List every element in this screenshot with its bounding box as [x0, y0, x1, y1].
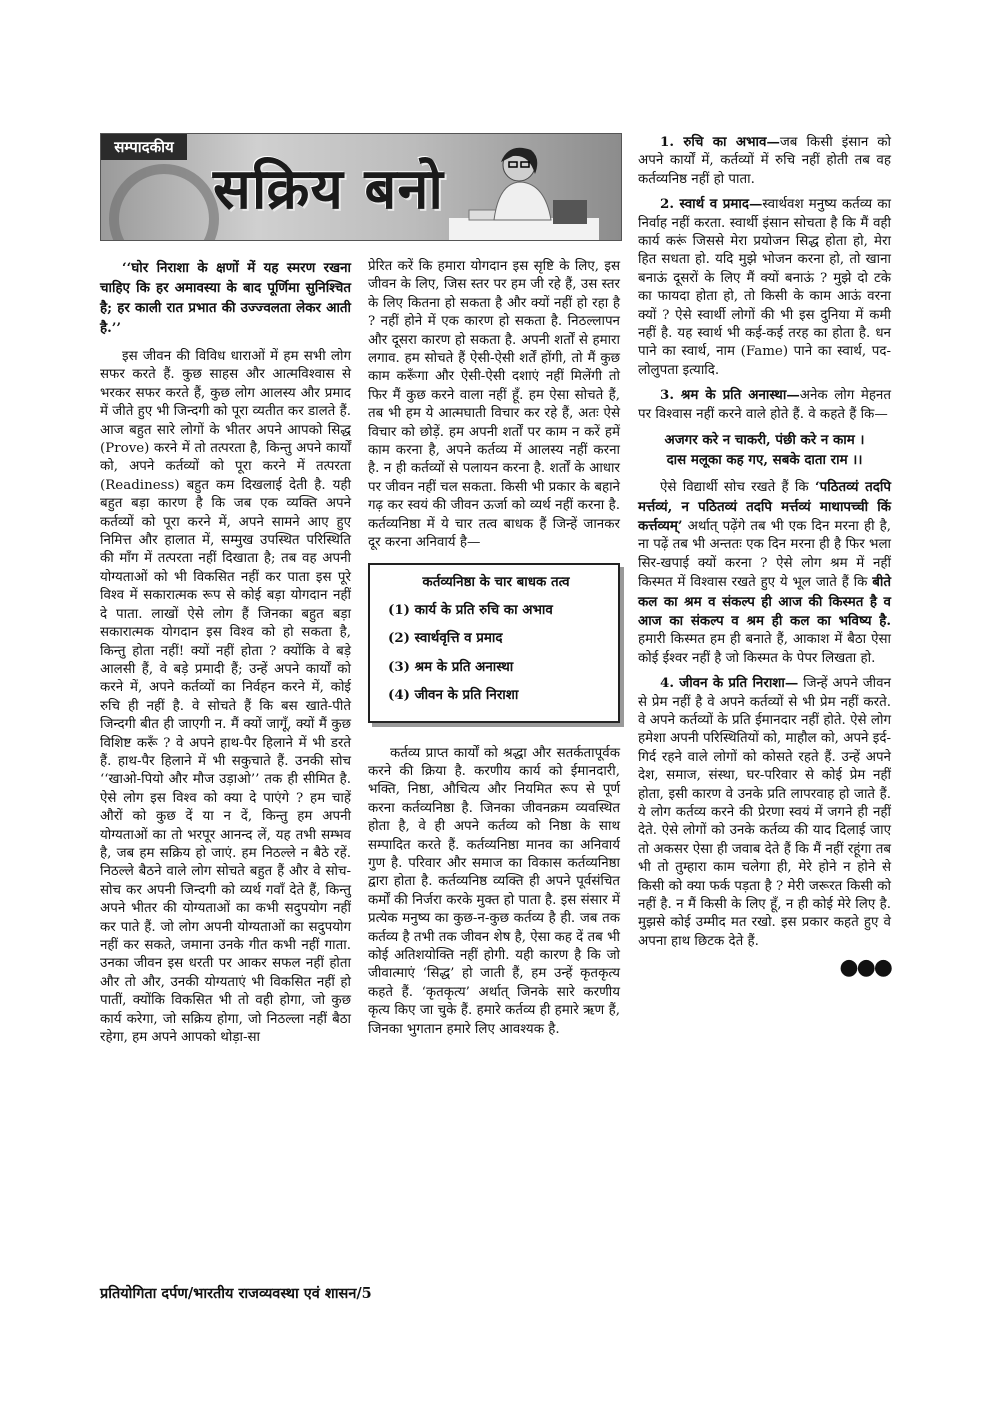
column2-paragraph-2: कर्तव्य प्राप्त कार्यों को श्रद्धा और सतर्कतापूर्वक करने की क्रिया है. करणीय कार्य को ईमानदारी, भक्ति, निष्ठा, औचित्य और नियमित रूप से पूर्ण करना कर्तव्यनिष्ठा है. जिनका जीवनक्रम व्यवस्थित होता है, वे ही अपने कर्तव्य को निष्ठा के साथ सम्पादित करते हैं. कर्तव्यनिष्ठा मानव का अनिवार्य गुण है. परिवार और समाज का विकास कर्तव्यनिष्ठा द्वारा होता है. कर्तव्यनिष्ठ व्यक्ति ही अपने पूर्वसंचित कर्मों की निर्जरा करके मुक्त हो पाता है. इस संसार में प्रत्येक मनुष्य का कुछ-न-कुछ कर्तव्य है ही. जब तक कर्तव्य है तभी तक जीवन शेष है, ऐसा कह दें तब भी कोई अतिशयोक्ति नहीं होगी. यही कारण है कि जो जीवात्माएं ‘सिद्ध’ हो जाती हैं, हम उन्हें कृतकृत्य कहते हैं. ‘कृतकृत्य’ अर्थात् जिनके सारे करणीय कृत्य किए जा चुके हैं. हमारे कर्तव्य ही हमारे ऋण हैं, जिनका भुगतान हमारे लिए आवश्यक है.: [368, 745, 620, 1037]
box-title: कर्तव्यनिष्ठा के चार बाधक तत्व: [422, 573, 570, 590]
point-3-text: अनेक लोग मेहनत पर विश्वास नहीं करने वाले होते हैं. वे कहते हैं कि—: [638, 388, 891, 422]
point-4-text: जिन्हें अपने जीवन से प्रेम नहीं है वे अपने कर्तव्यों से भी प्रेम नहीं करते. वे अपने कर्तव्यों के प्रति ईमानदार नहीं होते. ऐसे लोग हमेशा अपनी परिस्थितियों को, माहौल को, अपने इर्द-गिर्द रहने वाले लोगों को कोसते रहते हैं. उन्हें अपने देश, समाज, संस्था, घर-परिवार से कोई प्रेम नहीं होता, इसी कारण वे उनके प्रति लापरवाह हो जाते हैं. ये लोग कर्तव्य करने की प्रेरणा स्वयं में जगने ही नहीं देते. ऐसे लोगों को उनके कर्तव्य की याद दिलाई जाए तो अकसर ऐसा ही जवाब देते हैं कि मैं नहीं रहूंगा तब भी तो तुम्हारा काम चलेगा ही, मेरे होने न होने से किसी को क्या फर्क पड़ता है ? मेरी जरूरत किसी को नहीं है. न मैं किसी के लिए हूँ, न ही कोई मेरे लिए है. मुझसे कोई उम्मीद मत रखो. इस प्रकार कहते हुए वे अपना हाथ छिटक देते हैं.: [638, 676, 891, 949]
couplet-line-2: दास मलूका कह गए, सबके दाता राम ।।: [666, 452, 863, 469]
four-obstacles-box: [368, 563, 620, 723]
opening-quote: ‘‘घोर निराशा के क्षणों में यह स्मरण रखना चाहिए कि हर अमावस्या के बाद पूर्णिमा सुनिश्चित है; हर काली रात प्रभात की उज्ज्वलता लेकर आती है.’’: [100, 260, 351, 336]
column1-paragraph: इस जीवन की विविध धाराओं में हम सभी लोग सफर करते हैं. कुछ साहस और आत्मविश्वास से भरकर सफर करते हैं, कुछ लोग आलस्य और प्रमाद में जीते हुए भी जिन्दगी को पूरा व्यतीत कर डालते हैं. आज बहुत सारे लोगों के भीतर अपने आपको सिद्ध (Prove) करने में तो तत्परता है, किन्तु अपने कार्यों को, अपने कर्तव्यों को पूरा करने में तत्परता (Readiness) बहुत कम दिखलाई देती है. यही बहुत बड़ा कारण है कि जब एक व्यक्ति अपने कर्तव्यों को पूरा करने में, अपने सामने आए हुए निमित्त और हालात में, सम्मुख उपस्थित परिस्थिति की माँग में तत्परता नहीं दिखाता है; तब वह अपनी योग्यताओं को भी विकसित नहीं कर पाता इस पूरे विश्व में सकारात्मक रूप से कोई बड़ा योगदान नहीं दे पाता. लाखों ऐसे लोग हैं जिनका बहुत बड़ा सकारात्मक योगदान इस विश्व को हो सकता है, किन्तु होता नहीं! क्यों नहीं होता ? क्योंकि वे बड़े आलसी हैं, वे बड़े प्रमादी हैं; उन्हें अपने कार्यों को करने में, अपने कर्तव्यों का निर्वहन करने में, कोई रुचि ही नहीं है. वे सोचते हैं कि बस खाते-पीते जिन्दगी बीत ही जाएगी न. मैं क्यों जागूँ, क्यों मैं कुछ विशिष्ट करूँ ? वे अपने हाथ-पैर हिलाने में भी डरते हैं. हाथ-पैर हिलाने में भी सकुचाते हैं. उनकी सोच ‘‘खाओ-पियो और मौज उड़ाओ’’ तक ही सीमित है. ऐसे लोग इस विश्व को क्या दे पाएंगे ? हम चाहें औरों को कुछ दें या न दें, किन्तु हम अपनी योग्यताओं का तो भरपूर आनन्द लें, यह तभी सम्भव है, जब हम सक्रिय हो जाएं. हम निठल्ले न बैठे रहें. निठल्ले बैठने वाले लोग सोचते बहुत हैं और वे सोच-सोच कर अपनी जिन्दगी को व्यर्थ गवाँ देते हैं, किन्तु अपने भीतर की योग्यताओं का कभी सदुपयोग नहीं कर पाते हैं. जो लोग अपनी योग्यताओं का सदुपयोग नहीं कर सकते, जमाना उनके गीत कभी नहीं गाता. उनका जीवन इस धरती पर आकर सफल नहीं होता और तो और, उनकी योग्यताएं भी विकसित नहीं हो पातीं, क्योंकि विकसित भी तो वही होगा, जो कुछ कार्य करेगा, जो सक्रिय होगा, जो निठल्ला नहीं बैठा रहेगा, हम अपने आपको थोड़ा-सा: [100, 349, 351, 1046]
box-item: (4) जीवन के प्रति निराशा: [388, 687, 519, 704]
highlighted-statement: बीते कल का श्रम व संकल्प ही आज की किस्मत है व आज का संकल्प व श्रम ही कल का भविष्य है.: [638, 574, 891, 629]
point-3-continued: [638, 478, 891, 668]
editorial-banner: [100, 133, 622, 241]
text-span: अर्थात् पढ़ेंगे तब भी एक दिन मरना ही है, ना पढ़ें तब भी अन्ततः एक दिन मरना ही है फिर भला सिर-खपाई क्यों करना ? ऐसे लोग श्रम में नहीं किस्मत में विश्वास रखते हुए ये भूल जाते हैं कि: [638, 518, 891, 591]
text-span: ऐसे विद्यार्थी सोच रखते हैं कि: [660, 480, 815, 496]
point-1: [638, 133, 891, 189]
page-footer: प्रतियोगिता दर्पण/भारतीय राजव्यवस्था एवं शासन/5: [100, 1285, 372, 1302]
column2-paragraph-1: प्रेरित करें कि हमारा योगदान इस सृष्टि के लिए, इस जीवन के लिए, जिस स्तर पर हम जी रहे हैं, उस स्तर के लिए कितना हो सकता है और क्यों नहीं हो रहा है ? नहीं होने में एक कारण हो सकता है. निठल्लापन और दूसरा कारण हो सकता है. अपनी शर्तों से हमारा लगाव. हम सोचते हैं ऐसी-ऐसी शर्तें होंगी, तो मैं कुछ काम करूँगा और ऐसी-ऐसी दशाएं नहीं मिलेंगी तो फिर मैं कुछ करने वाला नहीं हूँ. हम ऐसा सोचते हैं, तब भी हम ये आत्मघाती विचार कर रहे हैं, अतः ऐसे विचार को छोड़ें. हम अपनी शर्तों पर काम न करें हमें काम करना है, अपने कर्तव्य में आलस्य नहीं करना है. न ही कर्तव्यों से पलायन करना है. शर्तों के आधार पर जीवन नहीं चल सकता. किसी भी प्रकार के बहाने गढ़ कर स्वयं की जीवन ऊर्जा को व्यर्थ नहीं करना है. कर्तव्यनिष्ठा में ये चार तत्व बाधक हैं जिन्हें जानकर दूर करना अनिवार्य है—: [368, 259, 620, 551]
point-2: [638, 195, 891, 380]
box-item: (2) स्वार्थवृत्ति व प्रमाद: [388, 630, 503, 647]
banner-title: सक्रिय बनो: [213, 157, 444, 222]
couplet: [638, 430, 891, 470]
sanskrit-verse: ‘पठितव्यं तदपि मर्त्तव्यं, न पठितव्यं तदपि मर्त्तव्यं माथापच्ची किं कर्त्तव्यम्’: [638, 479, 891, 534]
column-1: [100, 258, 351, 1053]
film-reel-graphic: [109, 164, 219, 241]
editorial-tag: सम्पादकीय: [101, 134, 187, 160]
point-3: [638, 386, 891, 424]
point-2-text: स्वार्थवश मनुष्य कर्तव्य का निर्वाह नहीं करता. स्वार्थी इंसान सोचता है कि मैं वही कार्य करूं जिससे मेरा प्रयोजन सिद्ध होता हो, मेरा हित सधता हो. यदि मुझे भोजन करना हो, तो खाना बनाऊं दूसरों के लिए मैं क्यों बनाऊं ? मुझे दो टके का फायदा होता हो, तो किसी के काम आऊं वरना क्यों ? ऐसे स्वार्थी लोगों की भी इस दुनिया में कमी नहीं है. यह स्वार्थ भी कई-कई तरह का होता है. धन पाने का स्वार्थ, नाम (Fame) पाने का स्वार्थ, पद-लोलुपता इत्यादि.: [638, 197, 891, 378]
text-span: हमारी किस्मत हम ही बनाते हैं, आकाश में बैठा ऐसा कोई ईश्वर नहीं है जो किस्मत के पेपर लिखता हो.: [638, 632, 891, 666]
point-3-heading: 3. श्रम के प्रति अनास्था—: [660, 387, 800, 404]
box-item: (3) श्रम के प्रति अनास्था: [388, 658, 514, 675]
column-2: [368, 258, 620, 1045]
point-1-text: जब किसी इंसान को अपने कार्यों में, कर्तव्यों में रुचि नहीं होती तब वह कर्तव्यनिष्ठ नहीं हो पाता.: [638, 135, 891, 187]
end-mark: ●●●: [839, 955, 891, 981]
column-3: [638, 133, 891, 981]
point-4: [638, 674, 891, 951]
point-1-heading: 1. रुचि का अभाव—: [660, 134, 780, 150]
point-2-heading: 2. स्वार्थ व प्रमाद—: [660, 196, 763, 213]
box-item: (1) कार्य के प्रति रुचि का अभाव: [388, 601, 553, 618]
point-4-heading: 4. जीवन के प्रति निराशा—: [660, 675, 799, 692]
woman-reading-illustration: [449, 140, 599, 240]
couplet-line-1: अजगर करे न चाकरी, पंछी करे न काम ।: [664, 432, 865, 449]
